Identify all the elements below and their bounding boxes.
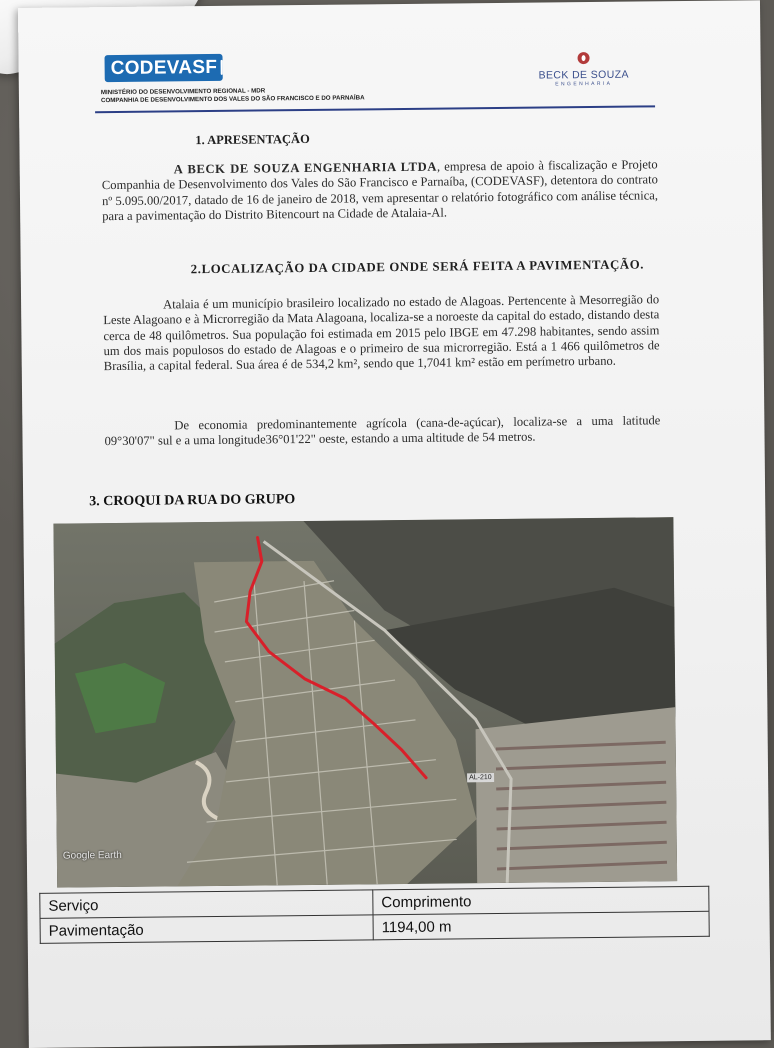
beck-de-souza-logo-sub: ENGENHARIA xyxy=(555,80,613,88)
housing-area xyxy=(475,707,677,883)
section-2-title: 2.LOCALIZAÇÃO DA CIDADE ONDE SERÁ FEITA A PAVIMENTAÇÃO. xyxy=(190,257,645,277)
beck-de-souza-emblem-icon xyxy=(572,52,594,68)
section-1-title: 1. APRESENTAÇÃO xyxy=(195,131,310,148)
header-divider xyxy=(95,105,655,112)
table-cell-length: 1194,00 m xyxy=(373,911,709,940)
codevasf-logo xyxy=(104,54,222,82)
ministry-text xyxy=(101,86,365,105)
service-table xyxy=(39,886,709,944)
google-earth-watermark: Google Earth xyxy=(62,849,122,862)
section-1-paragraph xyxy=(102,157,659,224)
map-graphic xyxy=(53,517,677,887)
road-label: AL-210 xyxy=(467,773,494,782)
table-cell-service: Pavimentação xyxy=(40,915,373,943)
section-2-paragraph-2: De economia predominantemente agrícola (cana-de-açúcar), localiza-se a uma latitude 09°30'07" sul e a uma longitude36°01'22" oeste, estando a uma altitude de 54 metros. xyxy=(104,413,661,449)
satellite-map xyxy=(53,517,677,887)
section-3-title: 3. CROQUI DA RUA DO GRUPO xyxy=(89,492,296,510)
section-1-text: , empresa de apoio à fiscalização e Projeto Companhia de Desenvolvimento dos Vales do São Francisco e Parnaíba, (CODEVASF), detentora do contrato nº 5.095.00/2017, datado de 16 de janeiro de 2018, vem apresentar o relatório fotográfico com análise técnica, para a pavimentação do Distrito Bitencourt na Cidade de Atalaia-Al. xyxy=(101,157,659,224)
company-name: A BECK DE SOUZA ENGENHARIA LTDA xyxy=(173,159,438,177)
codevasf-mark-icon xyxy=(220,60,223,75)
section-2-paragraph-1: Atalaia é um município brasileiro localizado no estado de Alagoas. Pertencente à Mesorregião do Leste Alagoano e à Microrregião da Mata Alagoana, localiza-se a noroeste da capital do estado, distando desta cerca de 48 quilômetros. Sua população foi estimada em 2015 pelo IBGE em 47.298 habitantes, sendo assim um dos mais populosos do estado de Alagoas e o primeiro de sua microrregião. Está a 1 466 quilômetros de Brasília, a capital federal. Sua área é de 534,2 km², sendo que 1,7041 km² estão em perímetro urbano. xyxy=(103,292,660,374)
beck-de-souza-logo xyxy=(528,52,638,95)
table-header-service: Serviço xyxy=(40,890,373,918)
ministry-line-2: COMPANHIA DE DESENVOLVIMENTO DOS VALES DO SÃO FRANCISCO E DO PARNAÍBA xyxy=(100,94,365,105)
document-page xyxy=(18,0,771,1048)
table-header-length: Comprimento xyxy=(373,886,709,915)
ministry-line-1: MINISTÉRIO DO DESENVOLVIMENTO REGIONAL - MDR xyxy=(100,87,266,97)
beck-de-souza-logo-name: BECK DE SOUZA xyxy=(538,68,629,82)
codevasf-logo-text: CODEVASF xyxy=(110,56,218,79)
